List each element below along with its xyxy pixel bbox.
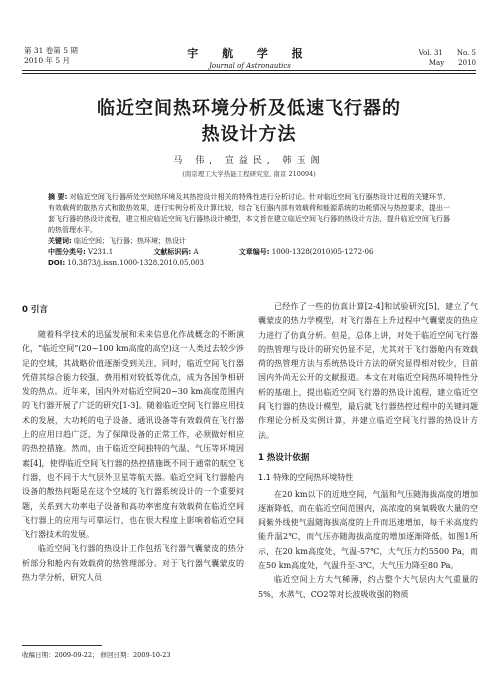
paragraph: 临近空间上方大气稀薄，约占整个大气层内大气重量的5%，水蒸气、CO2等对长波吸收强的物质 <box>258 575 478 599</box>
journal-name <box>150 45 350 70</box>
abstract-label: 摘 要: <box>48 193 68 201</box>
doc-code-label: 文献标识码: <box>153 248 192 256</box>
volume-issue-cn: 第 31 卷第 5 期 <box>24 46 78 55</box>
abstract-text: 对临近空间飞行器所处空间热环境及其热控设计相关的特殊性进行分析讨论。针对临近空间飞行器热设计过程的关键环节，有效载荷的散热方式和散热效果，进行实例分析及计算比较，综合飞行器内部有效载荷和能源系统的功耗情况与热控要求，提出一套飞行器的热设计流程，建立相应临近空间飞行器热设计模型，本文旨在建立临近空间飞行器的热设计方法，提升临近空间飞行器的热管理水平。 <box>48 193 450 234</box>
left-column <box>22 328 244 585</box>
paragraph: 已经作了一些的仿真计算[2-4]和试验研究[5]，建立了气囊蒙皮的热力学模型，对飞行器在上升过程中气囊蒙皮的热应力进行了仿真分析。但是，总体上讲，对处于临近空间飞行器的热管理与设计的研究仍显不足，尤其对于飞行器舱内有效载荷的热管理方法与系统热设计方法的研究显得相对较少，目前国内外尚无公开的文献报道。本文在对临近空间热环境特性分析的基础上，提出临近空间飞行器的热设计流程，建立临近空间飞行器的热设计模型，最后就飞行器热控过程中的关键问题作理论分析及实例计算，并建立临近空间飞行器的热设计方法。 <box>258 302 478 440</box>
keywords-text: 临近空间；飞行器；热环境；热设计 <box>74 237 187 245</box>
affiliation: (南京理工大学热能工程研究室, 南京 210094) <box>182 170 316 178</box>
title-line-2: 热设计方法 <box>201 124 297 145</box>
doc-code-value: A <box>193 248 199 256</box>
header-rule-thin <box>22 73 476 74</box>
section-heading-1: 1 热设计依据 <box>258 452 310 463</box>
issue-en: No. 5 <box>456 49 476 57</box>
clc-label: 中图分类号: <box>48 248 86 256</box>
keywords-label: 关键词: <box>48 237 72 245</box>
right-column <box>258 300 478 602</box>
paper-title <box>40 96 458 148</box>
doi-label: DOI: <box>48 259 66 267</box>
abstract-block <box>48 192 450 269</box>
keywords <box>48 236 450 247</box>
article-id-label: 文章编号: <box>238 248 270 256</box>
doi-line <box>48 258 450 269</box>
month-en: May <box>428 59 445 67</box>
footnote-rule <box>22 645 102 646</box>
paragraph: 随着科学技术的迅猛发展和未来信息化作战概念的不断演化，“临近空间”(20~100 km高度的高空)这一人类过去较少涉足的空域，其战略价值逐渐受到关注，同时，临近空间飞行器凭借其综合能力较强、费用相对较低等优点，成为各国争相研发的热点。近年来，国内外对临近空间20~30 km高度范围内的飞行器开展了广泛的研究[1-3]。随着临近空间飞行器应用技术的发展，大功耗的电子设备、通讯设备等有效载荷在飞行器上的应用日趋广泛，为了保障设备的正常工作，必须做好相应的热控措施。然而，由于临近空间独特的气温、气压等环境因素[4]，使得临近空间飞行器的热控措施既不同于通常的航空飞行器，也不同于大气层外卫星等航天器。临近空间飞行器舱内设备的散热问题是在这个空域的飞行器系统设计的一个重要问题，关系到大功率电子设备和高功率密度有效载荷在临近空间飞行器上的应用与可靠运行，也在很大程度上影响着临近空间飞行器技术的发展。 <box>22 330 244 540</box>
clc-value: V231.1 <box>88 248 114 256</box>
abstract <box>48 192 450 236</box>
doi-value: 10.3873/j.issn.1000-1328.2010.05.003 <box>67 259 205 267</box>
section-heading-intro: 0 引言 <box>22 305 48 315</box>
header-rule <box>22 70 476 71</box>
date-cn: 2010 年 5 月 <box>24 56 71 65</box>
title-line-1: 临近空间热环境分析及低速飞行器的 <box>97 98 401 119</box>
paragraph: 在20 km以下的近地空间，气温和气压随海拔高度的增加逐渐降低，而在临近空间范围内，高浓度的臭氧吸收大量的空间紫外线使气温随海拔高度的上升而迅速增加，每千米高度约能升温2℃，而气压亦随海拔高度的增加逐渐降低。如图1所示，在20 km高度处，气温-57℃，大气压力约5500 Pa，而在50 km高度处，气温升至-3℃，大气压力降至80 Pa。 <box>258 489 478 571</box>
paragraph: 临近空间飞行器的热设计工作包括飞行器气囊蒙皮的热分析部分和舱内有效载荷的热管理部分。对于飞行器气囊蒙皮的热力学分析，研究人员 <box>22 544 244 583</box>
journal-name-en: Journal of Astronautics <box>209 62 291 70</box>
authors: 马 伟, 宣益民, 韩玉阁 <box>173 156 325 166</box>
classification-line <box>48 247 450 258</box>
volume-en: Vol. 31 <box>418 49 443 57</box>
received-date-footnote: 收稿日期：2009-09-22； 修回日期：2009-10-23 <box>22 651 171 659</box>
running-header-left <box>24 46 78 66</box>
journal-name-cn: 宇 航 学 报 <box>187 47 313 60</box>
subsection-heading-1-1: 1.1 特殊的空间热环境特性 <box>258 473 354 483</box>
article-id-value: 1000-1328(2010)05-1272-06 <box>271 248 374 256</box>
running-header-right <box>405 48 476 68</box>
year-en: 2010 <box>458 59 476 67</box>
